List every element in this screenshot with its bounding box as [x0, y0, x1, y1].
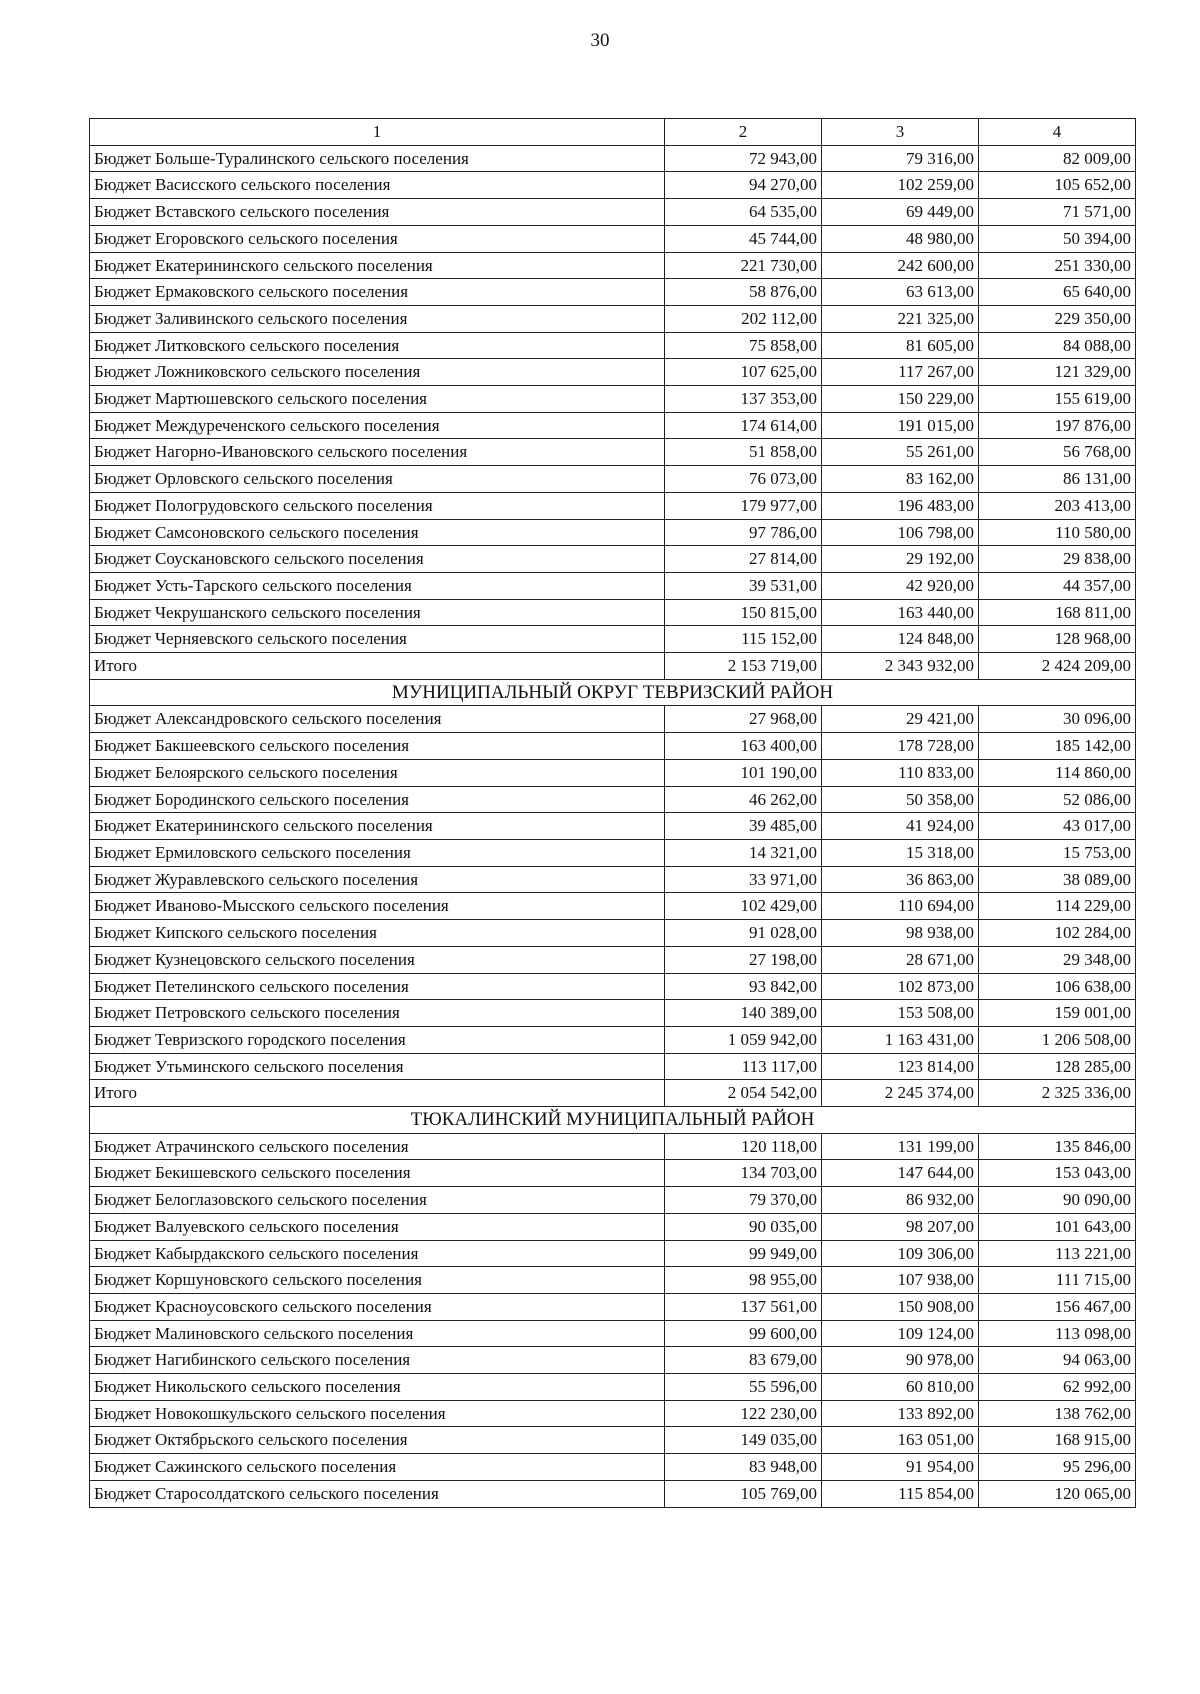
- amount-cell-col2: 1 059 942,00: [665, 1026, 822, 1053]
- amount-cell-col2: 27 814,00: [665, 546, 822, 573]
- budget-name-cell: Бюджет Пологрудовского сельского поселения: [90, 492, 665, 519]
- budget-name-cell: Бюджет Ермаковского сельского поселения: [90, 279, 665, 306]
- amount-cell-col2: 45 744,00: [665, 225, 822, 252]
- budget-name-cell: Итого: [90, 1080, 665, 1107]
- amount-cell-col4: 82 009,00: [979, 145, 1136, 172]
- amount-cell-col2: 105 769,00: [665, 1480, 822, 1507]
- amount-cell-col4: 101 643,00: [979, 1213, 1136, 1240]
- amount-cell-col2: 202 112,00: [665, 305, 822, 332]
- budget-name-cell: Бюджет Бекишевского сельского поселения: [90, 1160, 665, 1187]
- amount-cell-col4: 114 229,00: [979, 893, 1136, 920]
- amount-cell-col3: 191 015,00: [822, 412, 979, 439]
- amount-cell-col4: 30 096,00: [979, 706, 1136, 733]
- amount-cell-col3: 106 798,00: [822, 519, 979, 546]
- amount-cell-col2: 76 073,00: [665, 466, 822, 493]
- budget-name-cell: Бюджет Валуевского сельского поселения: [90, 1213, 665, 1240]
- amount-cell-col4: 197 876,00: [979, 412, 1136, 439]
- amount-cell-col3: 91 954,00: [822, 1454, 979, 1481]
- section-title: МУНИЦИПАЛЬНЫЙ ОКРУГ ТЕВРИЗСКИЙ РАЙОН: [90, 679, 1136, 706]
- amount-cell-col3: 124 848,00: [822, 626, 979, 653]
- amount-cell-col4: 38 089,00: [979, 866, 1136, 893]
- budget-name-cell: Бюджет Бакшеевского сельского поселения: [90, 733, 665, 760]
- amount-cell-col4: 114 860,00: [979, 759, 1136, 786]
- amount-cell-col2: 72 943,00: [665, 145, 822, 172]
- table-row: [90, 946, 1136, 973]
- header-cell-3: 3: [822, 119, 979, 146]
- amount-cell-col3: 90 978,00: [822, 1347, 979, 1374]
- table-row: [90, 706, 1136, 733]
- budget-name-cell: Бюджет Белоярского сельского поселения: [90, 759, 665, 786]
- amount-cell-col2: 221 730,00: [665, 252, 822, 279]
- amount-cell-col3: 69 449,00: [822, 199, 979, 226]
- amount-cell-col2: 120 118,00: [665, 1133, 822, 1160]
- amount-cell-col4: 159 001,00: [979, 1000, 1136, 1027]
- table-row: [90, 439, 1136, 466]
- budget-name-cell: Бюджет Утьминского сельского поселения: [90, 1053, 665, 1080]
- amount-cell-col4: 128 968,00: [979, 626, 1136, 653]
- amount-cell-col2: 2 054 542,00: [665, 1080, 822, 1107]
- table-row: [90, 1000, 1136, 1027]
- page-number: 30: [590, 30, 610, 51]
- budget-name-cell: Бюджет Кузнецовского сельского поселения: [90, 946, 665, 973]
- amount-cell-col3: 150 908,00: [822, 1293, 979, 1320]
- budget-name-cell: Бюджет Усть-Тарского сельского поселения: [90, 572, 665, 599]
- amount-cell-col2: 83 679,00: [665, 1347, 822, 1374]
- budget-name-cell: Бюджет Красноусовского сельского поселения: [90, 1293, 665, 1320]
- table-row: [90, 519, 1136, 546]
- budget-table: [89, 118, 1136, 1508]
- amount-cell-col2: 75 858,00: [665, 332, 822, 359]
- amount-cell-col2: 46 262,00: [665, 786, 822, 813]
- budget-name-cell: Бюджет Нагибинского сельского поселения: [90, 1347, 665, 1374]
- budget-name-cell: Бюджет Никольского сельского поселения: [90, 1374, 665, 1401]
- amount-cell-col3: 110 694,00: [822, 893, 979, 920]
- amount-cell-col3: 102 259,00: [822, 172, 979, 199]
- amount-cell-col2: 2 153 719,00: [665, 653, 822, 680]
- amount-cell-col2: 99 949,00: [665, 1240, 822, 1267]
- table-row: [90, 1026, 1136, 1053]
- amount-cell-col2: 115 152,00: [665, 626, 822, 653]
- total-row: [90, 1080, 1136, 1107]
- table-row: [90, 1400, 1136, 1427]
- amount-cell-col4: 113 098,00: [979, 1320, 1136, 1347]
- budget-name-cell: Бюджет Нагорно-Ивановского сельского поселения: [90, 439, 665, 466]
- amount-cell-col3: 117 267,00: [822, 359, 979, 386]
- table-row: [90, 1374, 1136, 1401]
- amount-cell-col3: 133 892,00: [822, 1400, 979, 1427]
- amount-cell-col4: 84 088,00: [979, 332, 1136, 359]
- amount-cell-col3: 107 938,00: [822, 1267, 979, 1294]
- budget-name-cell: Бюджет Александровского сельского поселения: [90, 706, 665, 733]
- amount-cell-col4: 65 640,00: [979, 279, 1136, 306]
- table-row: [90, 759, 1136, 786]
- table-row: [90, 920, 1136, 947]
- budget-name-cell: Бюджет Егоровского сельского поселения: [90, 225, 665, 252]
- amount-cell-col2: 39 485,00: [665, 813, 822, 840]
- amount-cell-col4: 2 325 336,00: [979, 1080, 1136, 1107]
- budget-name-cell: Бюджет Тевризского городского поселения: [90, 1026, 665, 1053]
- table-row: [90, 252, 1136, 279]
- budget-name-cell: Бюджет Междуреченского сельского поселения: [90, 412, 665, 439]
- table-row: [90, 839, 1136, 866]
- budget-name-cell: Итого: [90, 653, 665, 680]
- amount-cell-col2: 149 035,00: [665, 1427, 822, 1454]
- amount-cell-col2: 83 948,00: [665, 1454, 822, 1481]
- amount-cell-col4: 2 424 209,00: [979, 653, 1136, 680]
- budget-name-cell: Бюджет Коршуновского сельского поселения: [90, 1267, 665, 1294]
- table-row: [90, 466, 1136, 493]
- amount-cell-col2: 98 955,00: [665, 1267, 822, 1294]
- amount-cell-col4: 168 915,00: [979, 1427, 1136, 1454]
- amount-cell-col4: 229 350,00: [979, 305, 1136, 332]
- table-row: [90, 893, 1136, 920]
- amount-cell-col4: 44 357,00: [979, 572, 1136, 599]
- table-row: [90, 1240, 1136, 1267]
- amount-cell-col3: 2 343 932,00: [822, 653, 979, 680]
- table-row: [90, 813, 1136, 840]
- amount-cell-col3: 153 508,00: [822, 1000, 979, 1027]
- table-row: [90, 572, 1136, 599]
- budget-name-cell: Бюджет Октябрьского сельского поселения: [90, 1427, 665, 1454]
- amount-cell-col2: 33 971,00: [665, 866, 822, 893]
- amount-cell-col4: 29 348,00: [979, 946, 1136, 973]
- budget-name-cell: Бюджет Заливинского сельского поселения: [90, 305, 665, 332]
- amount-cell-col3: 48 980,00: [822, 225, 979, 252]
- table-row: [90, 733, 1136, 760]
- amount-cell-col3: 15 318,00: [822, 839, 979, 866]
- amount-cell-col2: 55 596,00: [665, 1374, 822, 1401]
- amount-cell-col2: 140 389,00: [665, 1000, 822, 1027]
- amount-cell-col3: 86 932,00: [822, 1187, 979, 1214]
- amount-cell-col2: 102 429,00: [665, 893, 822, 920]
- table-row: [90, 305, 1136, 332]
- table-row: [90, 1133, 1136, 1160]
- budget-name-cell: Бюджет Сажинского сельского поселения: [90, 1454, 665, 1481]
- table-row: [90, 225, 1136, 252]
- amount-cell-col3: 2 245 374,00: [822, 1080, 979, 1107]
- budget-name-cell: Бюджет Белоглазовского сельского поселения: [90, 1187, 665, 1214]
- amount-cell-col4: 95 296,00: [979, 1454, 1136, 1481]
- budget-name-cell: Бюджет Васисского сельского поселения: [90, 172, 665, 199]
- amount-cell-col4: 168 811,00: [979, 599, 1136, 626]
- budget-name-cell: Бюджет Вставского сельского поселения: [90, 199, 665, 226]
- amount-cell-col4: 110 580,00: [979, 519, 1136, 546]
- amount-cell-col2: 58 876,00: [665, 279, 822, 306]
- amount-cell-col3: 163 440,00: [822, 599, 979, 626]
- amount-cell-col3: 83 162,00: [822, 466, 979, 493]
- amount-cell-col2: 51 858,00: [665, 439, 822, 466]
- budget-table-body: [90, 119, 1136, 1508]
- amount-cell-col2: 150 815,00: [665, 599, 822, 626]
- table-row: [90, 1053, 1136, 1080]
- amount-cell-col4: 52 086,00: [979, 786, 1136, 813]
- header-cell-1: 1: [90, 119, 665, 146]
- amount-cell-col2: 94 270,00: [665, 172, 822, 199]
- amount-cell-col3: 109 306,00: [822, 1240, 979, 1267]
- amount-cell-col3: 109 124,00: [822, 1320, 979, 1347]
- amount-cell-col2: 163 400,00: [665, 733, 822, 760]
- amount-cell-col3: 163 051,00: [822, 1427, 979, 1454]
- amount-cell-col3: 41 924,00: [822, 813, 979, 840]
- table-row: [90, 973, 1136, 1000]
- amount-cell-col4: 128 285,00: [979, 1053, 1136, 1080]
- table-row: [90, 359, 1136, 386]
- budget-name-cell: Бюджет Черняевского сельского поселения: [90, 626, 665, 653]
- amount-cell-col2: 137 353,00: [665, 386, 822, 413]
- amount-cell-col3: 150 229,00: [822, 386, 979, 413]
- amount-cell-col3: 242 600,00: [822, 252, 979, 279]
- amount-cell-col3: 221 325,00: [822, 305, 979, 332]
- amount-cell-col3: 98 938,00: [822, 920, 979, 947]
- amount-cell-col3: 29 421,00: [822, 706, 979, 733]
- amount-cell-col3: 63 613,00: [822, 279, 979, 306]
- amount-cell-col4: 155 619,00: [979, 386, 1136, 413]
- table-row: [90, 866, 1136, 893]
- table-row: [90, 332, 1136, 359]
- table-row: [90, 1427, 1136, 1454]
- amount-cell-col2: 174 614,00: [665, 412, 822, 439]
- amount-cell-col2: 91 028,00: [665, 920, 822, 947]
- amount-cell-col3: 36 863,00: [822, 866, 979, 893]
- amount-cell-col3: 79 316,00: [822, 145, 979, 172]
- amount-cell-col4: 90 090,00: [979, 1187, 1136, 1214]
- amount-cell-col4: 156 467,00: [979, 1293, 1136, 1320]
- amount-cell-col2: 113 117,00: [665, 1053, 822, 1080]
- table-row: [90, 1454, 1136, 1481]
- budget-name-cell: Бюджет Мартюшевского сельского поселения: [90, 386, 665, 413]
- table-row: [90, 1320, 1136, 1347]
- table-row: [90, 1267, 1136, 1294]
- amount-cell-col3: 60 810,00: [822, 1374, 979, 1401]
- amount-cell-col4: 106 638,00: [979, 973, 1136, 1000]
- budget-name-cell: Бюджет Екатерининского сельского поселения: [90, 252, 665, 279]
- amount-cell-col3: 29 192,00: [822, 546, 979, 573]
- table-row: [90, 412, 1136, 439]
- table-row: [90, 1160, 1136, 1187]
- amount-cell-col2: 122 230,00: [665, 1400, 822, 1427]
- amount-cell-col4: 1 206 508,00: [979, 1026, 1136, 1053]
- amount-cell-col4: 43 017,00: [979, 813, 1136, 840]
- amount-cell-col2: 64 535,00: [665, 199, 822, 226]
- budget-name-cell: Бюджет Ермиловского сельского поселения: [90, 839, 665, 866]
- amount-cell-col2: 101 190,00: [665, 759, 822, 786]
- amount-cell-col3: 147 644,00: [822, 1160, 979, 1187]
- amount-cell-col2: 107 625,00: [665, 359, 822, 386]
- amount-cell-col4: 251 330,00: [979, 252, 1136, 279]
- header-row: [90, 119, 1136, 146]
- budget-name-cell: Бюджет Иваново-Мысского сельского поселения: [90, 893, 665, 920]
- amount-cell-col2: 27 198,00: [665, 946, 822, 973]
- table-row: [90, 172, 1136, 199]
- amount-cell-col4: 62 992,00: [979, 1374, 1136, 1401]
- budget-name-cell: Бюджет Самсоновского сельского поселения: [90, 519, 665, 546]
- amount-cell-col2: 39 531,00: [665, 572, 822, 599]
- table-row: [90, 1213, 1136, 1240]
- amount-cell-col4: 56 768,00: [979, 439, 1136, 466]
- section-header-row: [90, 1107, 1136, 1134]
- table-row: [90, 386, 1136, 413]
- table-row: [90, 786, 1136, 813]
- budget-name-cell: Бюджет Новокошкульского сельского поселения: [90, 1400, 665, 1427]
- amount-cell-col4: 15 753,00: [979, 839, 1136, 866]
- amount-cell-col4: 120 065,00: [979, 1480, 1136, 1507]
- amount-cell-col4: 50 394,00: [979, 225, 1136, 252]
- table-row: [90, 1293, 1136, 1320]
- budget-name-cell: Бюджет Кипского сельского поселения: [90, 920, 665, 947]
- amount-cell-col3: 115 854,00: [822, 1480, 979, 1507]
- budget-name-cell: Бюджет Старосолдатского сельского поселения: [90, 1480, 665, 1507]
- amount-cell-col2: 99 600,00: [665, 1320, 822, 1347]
- budget-name-cell: Бюджет Больше-Туралинского сельского поселения: [90, 145, 665, 172]
- amount-cell-col4: 185 142,00: [979, 733, 1136, 760]
- amount-cell-col3: 81 605,00: [822, 332, 979, 359]
- table-row: [90, 626, 1136, 653]
- amount-cell-col3: 196 483,00: [822, 492, 979, 519]
- budget-name-cell: Бюджет Екатерининского сельского поселения: [90, 813, 665, 840]
- amount-cell-col2: 90 035,00: [665, 1213, 822, 1240]
- budget-name-cell: Бюджет Соускановского сельского поселения: [90, 546, 665, 573]
- amount-cell-col3: 102 873,00: [822, 973, 979, 1000]
- table-row: [90, 145, 1136, 172]
- amount-cell-col2: 27 968,00: [665, 706, 822, 733]
- amount-cell-col2: 93 842,00: [665, 973, 822, 1000]
- amount-cell-col3: 28 671,00: [822, 946, 979, 973]
- amount-cell-col4: 71 571,00: [979, 199, 1136, 226]
- amount-cell-col4: 113 221,00: [979, 1240, 1136, 1267]
- amount-cell-col3: 1 163 431,00: [822, 1026, 979, 1053]
- header-cell-4: 4: [979, 119, 1136, 146]
- amount-cell-col4: 29 838,00: [979, 546, 1136, 573]
- amount-cell-col4: 138 762,00: [979, 1400, 1136, 1427]
- table-row: [90, 492, 1136, 519]
- amount-cell-col2: 97 786,00: [665, 519, 822, 546]
- budget-name-cell: Бюджет Малиновского сельского поселения: [90, 1320, 665, 1347]
- budget-name-cell: Бюджет Орловского сельского поселения: [90, 466, 665, 493]
- amount-cell-col3: 131 199,00: [822, 1133, 979, 1160]
- amount-cell-col4: 86 131,00: [979, 466, 1136, 493]
- budget-name-cell: Бюджет Бородинского сельского поселения: [90, 786, 665, 813]
- amount-cell-col4: 203 413,00: [979, 492, 1136, 519]
- amount-cell-col2: 179 977,00: [665, 492, 822, 519]
- amount-cell-col3: 123 814,00: [822, 1053, 979, 1080]
- section-header-row: [90, 679, 1136, 706]
- amount-cell-col4: 153 043,00: [979, 1160, 1136, 1187]
- amount-cell-col3: 50 358,00: [822, 786, 979, 813]
- amount-cell-col3: 110 833,00: [822, 759, 979, 786]
- budget-name-cell: Бюджет Петровского сельского поселения: [90, 1000, 665, 1027]
- amount-cell-col3: 178 728,00: [822, 733, 979, 760]
- table-row: [90, 599, 1136, 626]
- budget-name-cell: Бюджет Кабырдакского сельского поселения: [90, 1240, 665, 1267]
- total-row: [90, 653, 1136, 680]
- table-row: [90, 199, 1136, 226]
- amount-cell-col4: 111 715,00: [979, 1267, 1136, 1294]
- table-row: [90, 546, 1136, 573]
- amount-cell-col4: 135 846,00: [979, 1133, 1136, 1160]
- amount-cell-col4: 94 063,00: [979, 1347, 1136, 1374]
- amount-cell-col2: 14 321,00: [665, 839, 822, 866]
- table-row: [90, 1187, 1136, 1214]
- header-cell-2: 2: [665, 119, 822, 146]
- budget-name-cell: Бюджет Атрачинского сельского поселения: [90, 1133, 665, 1160]
- section-title: ТЮКАЛИНСКИЙ МУНИЦИПАЛЬНЫЙ РАЙОН: [90, 1107, 1136, 1134]
- table-row: [90, 1480, 1136, 1507]
- amount-cell-col3: 55 261,00: [822, 439, 979, 466]
- amount-cell-col4: 105 652,00: [979, 172, 1136, 199]
- budget-name-cell: Бюджет Журавлевского сельского поселения: [90, 866, 665, 893]
- amount-cell-col3: 98 207,00: [822, 1213, 979, 1240]
- table-row: [90, 279, 1136, 306]
- amount-cell-col2: 134 703,00: [665, 1160, 822, 1187]
- budget-name-cell: Бюджет Чекрушанского сельского поселения: [90, 599, 665, 626]
- amount-cell-col4: 102 284,00: [979, 920, 1136, 947]
- amount-cell-col4: 121 329,00: [979, 359, 1136, 386]
- amount-cell-col2: 137 561,00: [665, 1293, 822, 1320]
- budget-name-cell: Бюджет Ложниковского сельского поселения: [90, 359, 665, 386]
- amount-cell-col2: 79 370,00: [665, 1187, 822, 1214]
- table-row: [90, 1347, 1136, 1374]
- budget-name-cell: Бюджет Петелинского сельского поселения: [90, 973, 665, 1000]
- budget-name-cell: Бюджет Литковского сельского поселения: [90, 332, 665, 359]
- amount-cell-col3: 42 920,00: [822, 572, 979, 599]
